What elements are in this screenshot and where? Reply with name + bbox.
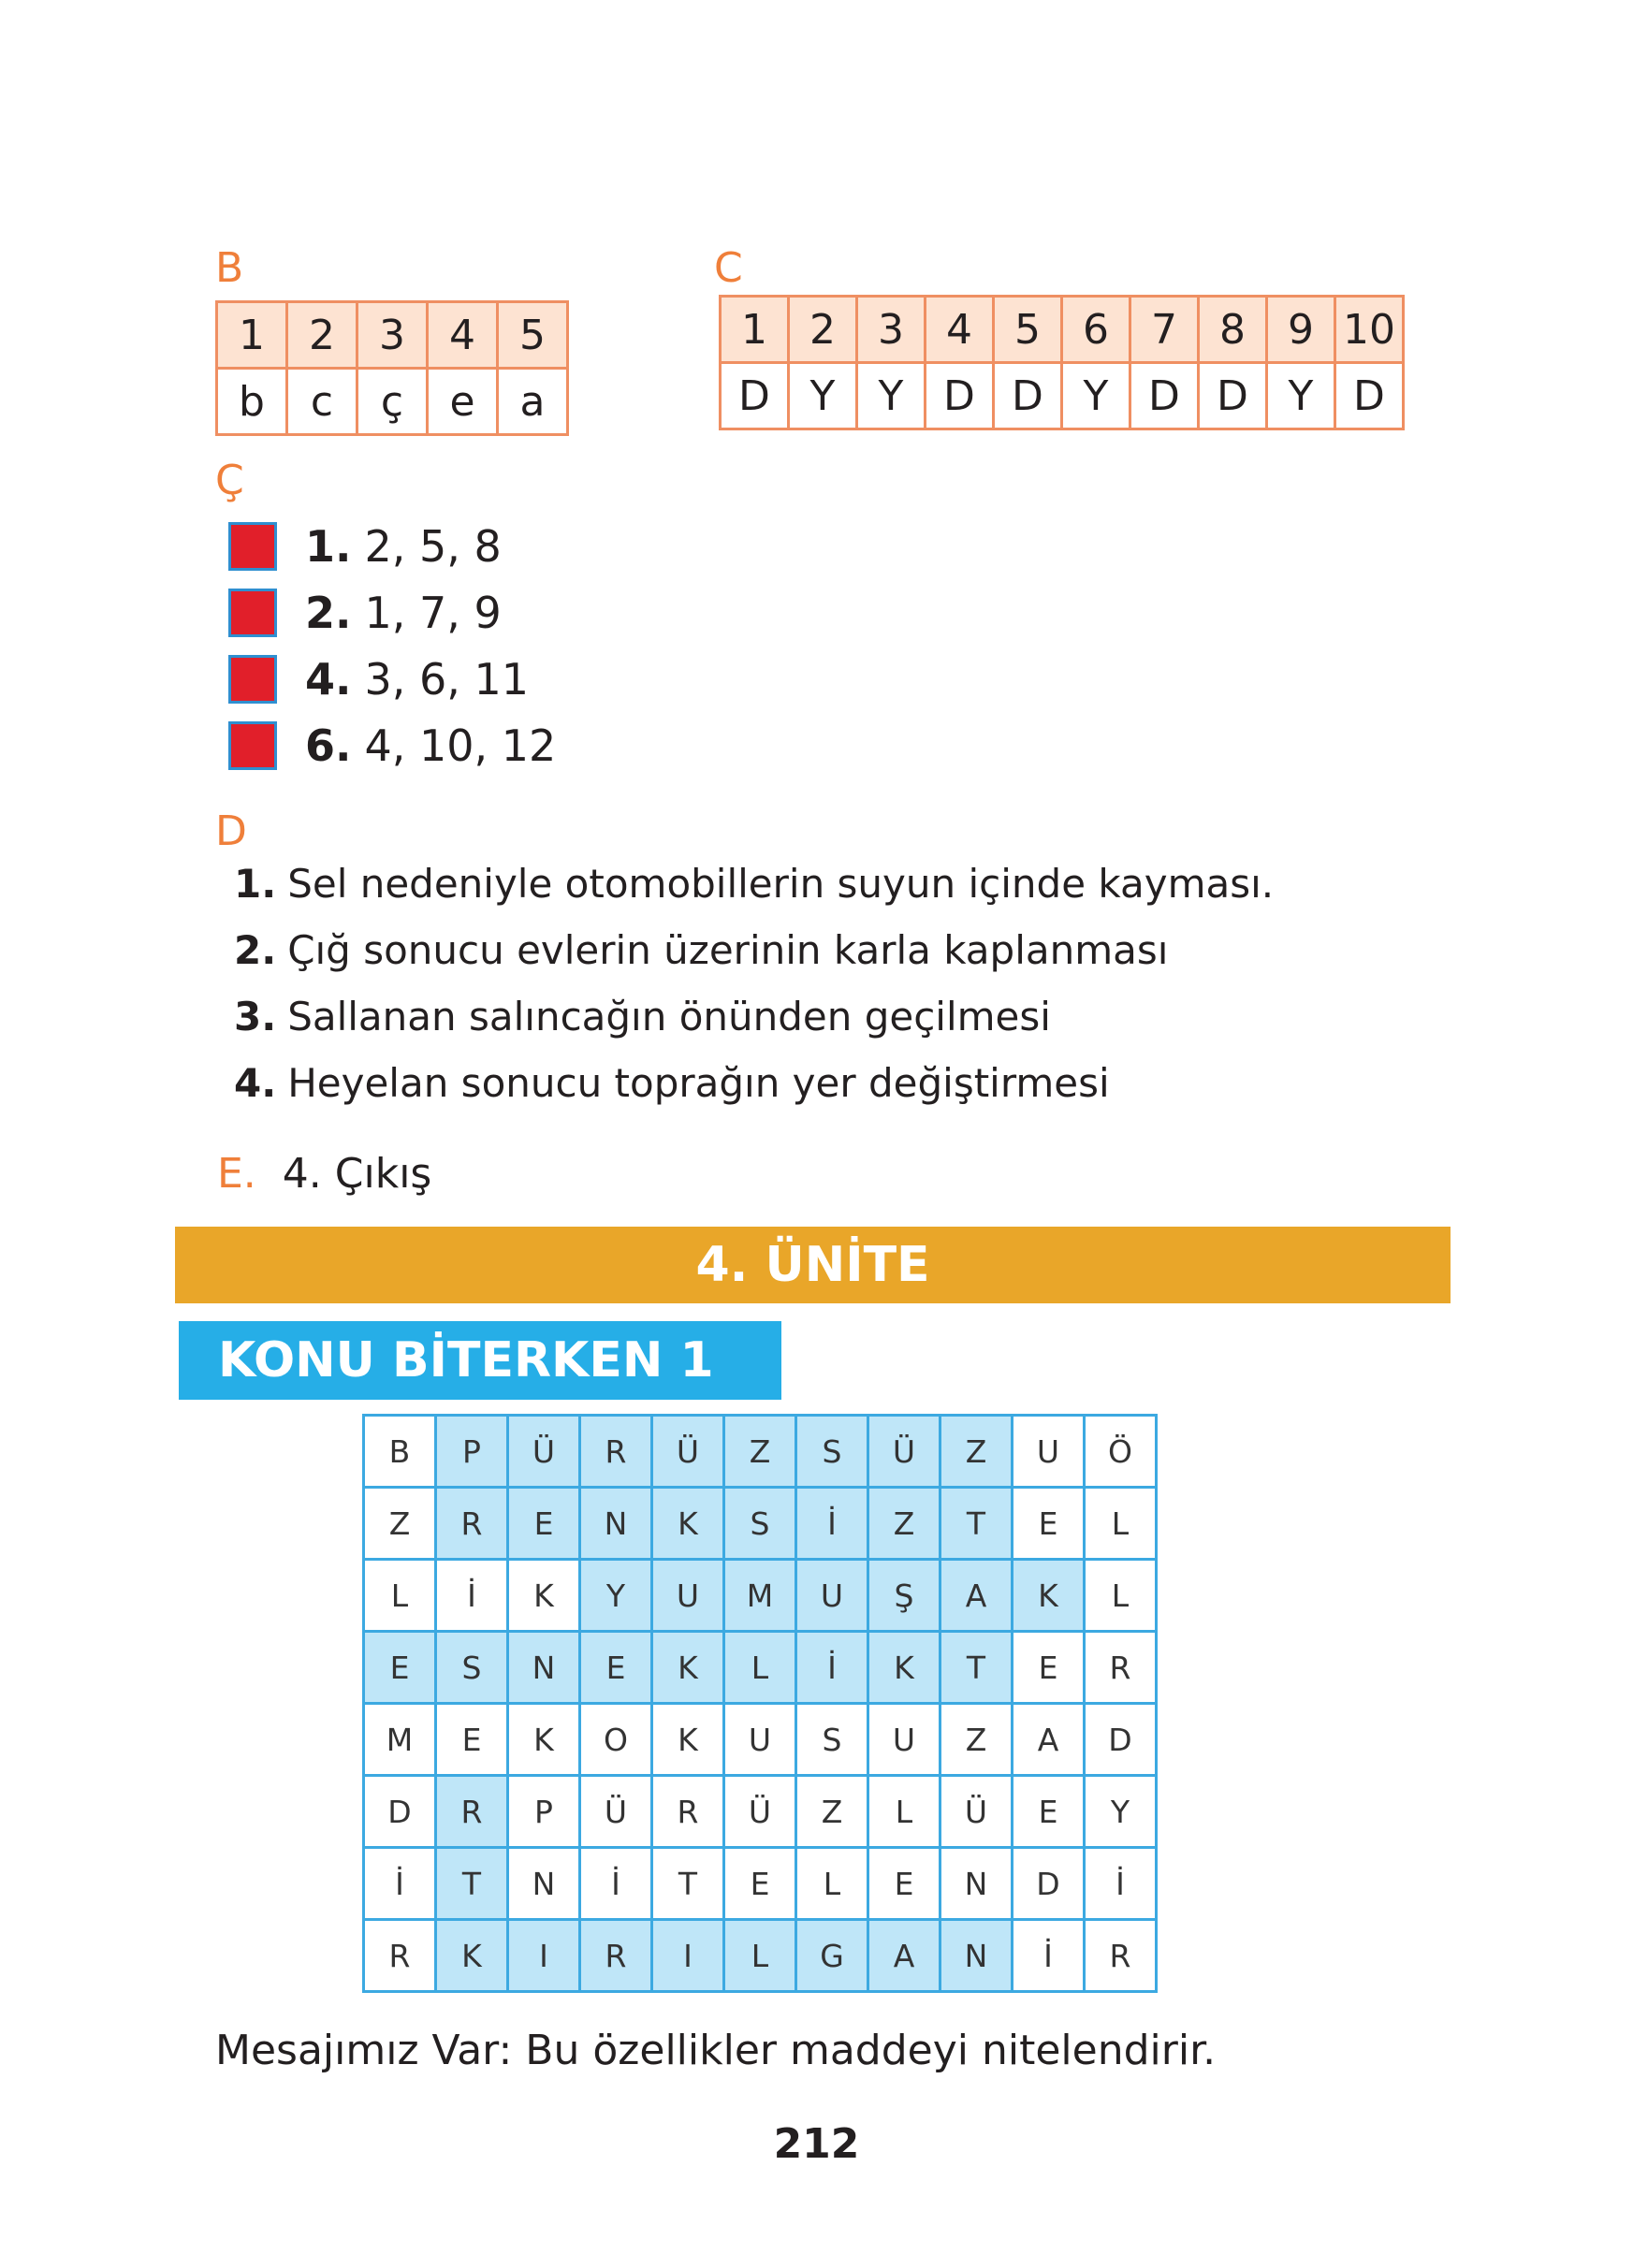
puzzle-cell: R: [364, 1920, 436, 1992]
cc-item-text: [305, 654, 529, 705]
section-b-label: B: [215, 244, 244, 292]
red-square-icon: [228, 655, 277, 704]
puzzle-cell: N: [940, 1920, 1013, 1992]
puzzle-cell: Z: [364, 1488, 436, 1560]
puzzle-cell: D: [1085, 1704, 1157, 1776]
d-item: [234, 927, 1168, 973]
puzzle-cell: R: [652, 1776, 724, 1848]
table-c-answer-cell-6: Y: [1062, 363, 1130, 429]
puzzle-cell: L: [364, 1560, 436, 1632]
puzzle-cell: L: [1085, 1488, 1157, 1560]
puzzle-row: [364, 1776, 1157, 1848]
puzzle-cell: İ: [796, 1632, 868, 1704]
answer-table-c-answers: [721, 363, 1404, 429]
section-cc-label: Ç: [215, 457, 244, 504]
puzzle-row: [364, 1488, 1157, 1560]
puzzle-cell: E: [364, 1632, 436, 1704]
puzzle-cell: T: [652, 1848, 724, 1920]
section-e: [217, 1150, 431, 1198]
puzzle-cell: Ü: [508, 1416, 580, 1488]
table-b-answer-cell-1: b: [217, 369, 287, 435]
red-square-icon: [228, 522, 277, 571]
table-c-header-cell-9: 9: [1267, 297, 1335, 363]
puzzle-row: [364, 1920, 1157, 1992]
cc-item: [228, 719, 556, 773]
puzzle-cell: U: [796, 1560, 868, 1632]
cc-item-values: 3, 6, 11: [364, 654, 530, 705]
puzzle-cell: Ü: [652, 1416, 724, 1488]
puzzle-cell: A: [868, 1920, 940, 1992]
table-c-answer-cell-2: Y: [789, 363, 857, 429]
red-square-icon: [228, 721, 277, 770]
puzzle-cell: T: [940, 1632, 1013, 1704]
d-item: [234, 1060, 1110, 1106]
table-c-answer-cell-10: D: [1335, 363, 1404, 429]
puzzle-cell: T: [940, 1488, 1013, 1560]
cc-item-values: 2, 5, 8: [364, 521, 502, 572]
puzzle-cell: İ: [436, 1560, 508, 1632]
answer-table-b: [215, 300, 569, 436]
puzzle-cell: K: [508, 1560, 580, 1632]
puzzle-cell: Ü: [580, 1776, 652, 1848]
puzzle-cell: Z: [940, 1416, 1013, 1488]
puzzle-cell: P: [508, 1776, 580, 1848]
cc-item-values: 1, 7, 9: [364, 588, 502, 638]
puzzle-cell: Ö: [1085, 1416, 1157, 1488]
table-c-header-cell-10: 10: [1335, 297, 1404, 363]
topic-title-bar: [179, 1321, 781, 1400]
table-c-header-cell-6: 6: [1062, 297, 1130, 363]
puzzle-cell: S: [724, 1488, 796, 1560]
puzzle-cell: İ: [580, 1848, 652, 1920]
puzzle-cell: Ş: [868, 1560, 940, 1632]
page-number: 212: [773, 2120, 860, 2168]
unit-title-bar: [175, 1227, 1451, 1303]
d-item-text: Çığ sonucu evlerin üzerinin karla kaplanması: [287, 927, 1169, 973]
table-b-header-cell-2: 2: [287, 302, 357, 369]
puzzle-cell: K: [508, 1704, 580, 1776]
table-b-answer-cell-4: e: [428, 369, 498, 435]
puzzle-cell: N: [508, 1632, 580, 1704]
table-c-header-cell-8: 8: [1199, 297, 1267, 363]
puzzle-cell: R: [436, 1488, 508, 1560]
puzzle-row: [364, 1632, 1157, 1704]
message-text: Mesajımız Var: Bu özellikler maddeyi nitelendirir.: [215, 2027, 1217, 2074]
puzzle-row: [364, 1848, 1157, 1920]
puzzle-cell: İ: [364, 1848, 436, 1920]
puzzle-cell: E: [868, 1848, 940, 1920]
puzzle-cell: K: [652, 1488, 724, 1560]
table-c-answer-cell-8: D: [1199, 363, 1267, 429]
table-b-answer-cell-2: c: [287, 369, 357, 435]
puzzle-cell: Y: [580, 1560, 652, 1632]
cc-item-number: 1.: [305, 521, 352, 572]
puzzle-cell: K: [436, 1920, 508, 1992]
puzzle-row: [364, 1416, 1157, 1488]
puzzle-cell: D: [364, 1776, 436, 1848]
puzzle-cell: İ: [796, 1488, 868, 1560]
puzzle-cell: R: [580, 1920, 652, 1992]
table-c-header-cell-3: 3: [857, 297, 926, 363]
table-b-answer-cell-5: a: [498, 369, 568, 435]
puzzle-cell: Y: [1085, 1776, 1157, 1848]
table-c-answer-cell-3: Y: [857, 363, 926, 429]
puzzle-cell: L: [724, 1920, 796, 1992]
cc-item-text: [305, 720, 556, 771]
d-item: [234, 994, 1051, 1040]
puzzle-cell: P: [436, 1416, 508, 1488]
puzzle-cell: Z: [724, 1416, 796, 1488]
section-d-label: D: [215, 807, 247, 855]
table-b-header-cell-1: 1: [217, 302, 287, 369]
puzzle-cell: Ü: [868, 1416, 940, 1488]
puzzle-cell: R: [1085, 1632, 1157, 1704]
table-c-answer-cell-4: D: [926, 363, 994, 429]
puzzle-cell: E: [508, 1488, 580, 1560]
d-item-number: 3.: [234, 994, 277, 1040]
word-puzzle-grid: [362, 1414, 1158, 1993]
cc-item-number: 4.: [305, 654, 352, 705]
table-c-header-cell-4: 4: [926, 297, 994, 363]
puzzle-cell: G: [796, 1920, 868, 1992]
cc-item-number: 6.: [305, 720, 352, 771]
cc-item-text: [305, 521, 502, 572]
table-c-header-cell-5: 5: [994, 297, 1062, 363]
puzzle-cell: S: [796, 1704, 868, 1776]
puzzle-cell: A: [1013, 1704, 1085, 1776]
puzzle-cell: D: [1013, 1848, 1085, 1920]
table-b-header-cell-3: 3: [357, 302, 428, 369]
topic-title: KONU BİTERKEN 1: [218, 1332, 714, 1388]
d-item-text: Sel nedeniyle otomobillerin suyun içinde kayması.: [287, 861, 1275, 907]
puzzle-cell: B: [364, 1416, 436, 1488]
cc-item-values: 4, 10, 12: [364, 720, 557, 771]
puzzle-cell: N: [508, 1848, 580, 1920]
puzzle-cell: M: [364, 1704, 436, 1776]
table-c-answer-cell-9: Y: [1267, 363, 1335, 429]
table-c-answer-cell-7: D: [1130, 363, 1199, 429]
puzzle-cell: U: [652, 1560, 724, 1632]
table-c-header-cell-2: 2: [789, 297, 857, 363]
section-c-label: C: [714, 244, 743, 292]
puzzle-cell: R: [436, 1776, 508, 1848]
puzzle-cell: I: [652, 1920, 724, 1992]
puzzle-cell: İ: [1013, 1920, 1085, 1992]
puzzle-cell: N: [940, 1848, 1013, 1920]
cc-item: [228, 586, 502, 640]
puzzle-cell: E: [1013, 1776, 1085, 1848]
answer-table-c-header: [721, 297, 1404, 363]
table-b-header-cell-4: 4: [428, 302, 498, 369]
d-item-text: Sallanan salıncağın önünden geçilmesi: [287, 994, 1051, 1040]
puzzle-cell: K: [1013, 1560, 1085, 1632]
puzzle-row: [364, 1560, 1157, 1632]
puzzle-cell: M: [724, 1560, 796, 1632]
table-c-header-cell-7: 7: [1130, 297, 1199, 363]
section-e-text: 4. Çıkış: [282, 1150, 432, 1198]
puzzle-cell: I: [508, 1920, 580, 1992]
puzzle-cell: Ü: [724, 1776, 796, 1848]
puzzle-row: [364, 1704, 1157, 1776]
puzzle-cell: E: [1013, 1632, 1085, 1704]
d-item-number: 1.: [234, 861, 277, 907]
cc-item: [228, 519, 502, 574]
puzzle-cell: L: [1085, 1560, 1157, 1632]
section-d-list: [234, 861, 1451, 1123]
puzzle-cell: Z: [940, 1704, 1013, 1776]
puzzle-cell: S: [796, 1416, 868, 1488]
d-item-number: 2.: [234, 927, 277, 973]
puzzle-cell: K: [652, 1704, 724, 1776]
puzzle-cell: K: [652, 1632, 724, 1704]
puzzle-cell: U: [1013, 1416, 1085, 1488]
answer-table-b-header: [217, 302, 568, 369]
puzzle-cell: Ü: [940, 1776, 1013, 1848]
puzzle-cell: Z: [796, 1776, 868, 1848]
d-item-text: Heyelan sonucu toprağın yer değiştirmesi: [287, 1060, 1110, 1106]
cc-item: [228, 652, 529, 706]
puzzle-cell: O: [580, 1704, 652, 1776]
table-c-header-cell-1: 1: [721, 297, 789, 363]
table-c-answer-cell-1: D: [721, 363, 789, 429]
puzzle-cell: U: [724, 1704, 796, 1776]
puzzle-cell: E: [436, 1704, 508, 1776]
table-c-answer-cell-5: D: [994, 363, 1062, 429]
section-e-label: E.: [217, 1150, 256, 1198]
cc-item-number: 2.: [305, 588, 352, 638]
puzzle-cell: İ: [1085, 1848, 1157, 1920]
puzzle-cell: E: [724, 1848, 796, 1920]
puzzle-cell: A: [940, 1560, 1013, 1632]
puzzle-cell: R: [1085, 1920, 1157, 1992]
d-item: [234, 861, 1274, 907]
table-b-header-cell-5: 5: [498, 302, 568, 369]
puzzle-cell: S: [436, 1632, 508, 1704]
puzzle-cell: Z: [868, 1488, 940, 1560]
puzzle-cell: U: [868, 1704, 940, 1776]
answer-table-c: [719, 295, 1405, 430]
puzzle-cell: N: [580, 1488, 652, 1560]
puzzle-cell: L: [868, 1776, 940, 1848]
puzzle-cell: L: [724, 1632, 796, 1704]
puzzle-cell: K: [868, 1632, 940, 1704]
red-square-icon: [228, 589, 277, 637]
puzzle-cell: E: [1013, 1488, 1085, 1560]
answer-table-b-answers: [217, 369, 568, 435]
unit-title: 4. ÜNİTE: [695, 1237, 930, 1293]
d-item-number: 4.: [234, 1060, 277, 1106]
puzzle-cell: L: [796, 1848, 868, 1920]
cc-item-text: [305, 588, 502, 638]
puzzle-cell: R: [580, 1416, 652, 1488]
puzzle-cell: T: [436, 1848, 508, 1920]
puzzle-cell: E: [580, 1632, 652, 1704]
table-b-answer-cell-3: ç: [357, 369, 428, 435]
section-cc-list: [228, 519, 696, 781]
